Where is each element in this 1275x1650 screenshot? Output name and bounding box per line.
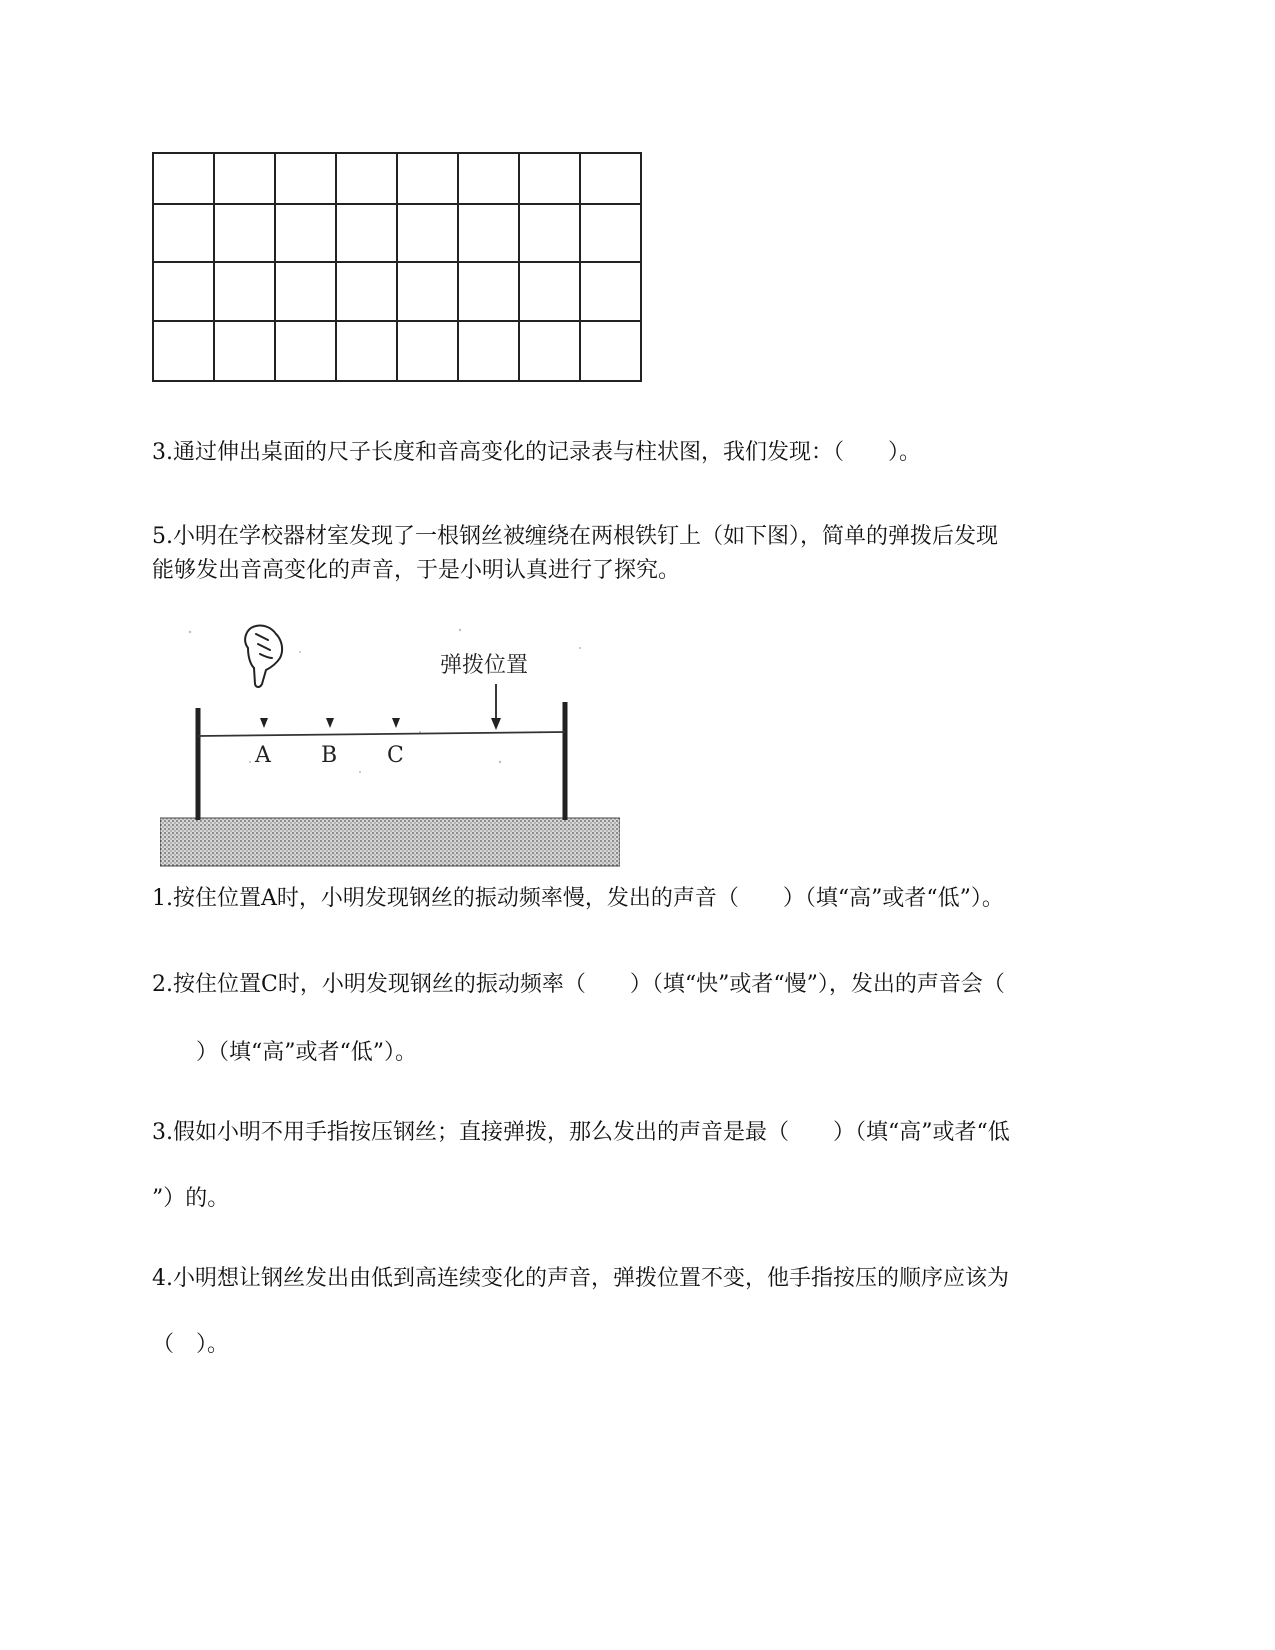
question-5-line-2: 能够发出音高变化的声音，于是小明认真进行了探究。 <box>152 558 681 583</box>
grid-cell[interactable] <box>275 321 336 381</box>
sub-question-1: 1.按住位置A时，小明发现钢丝的振动频率慢，发出的声音（ ）（填“高”或者“低”）。 <box>152 886 1004 911</box>
string-experiment-diagram <box>160 612 620 868</box>
question-5-intro <box>152 520 1127 588</box>
grid-cell[interactable] <box>153 204 214 262</box>
grid-cell[interactable] <box>336 262 397 321</box>
grid-cell[interactable] <box>336 321 397 381</box>
point-a-label: A <box>255 743 271 768</box>
grid-cell[interactable] <box>580 321 641 381</box>
grid-row <box>153 262 641 321</box>
sub-question-3-line-1: 3.假如小明不用手指按压钢丝；直接弹拨，那么发出的声音是最（ ）（填“高”或者“低 <box>152 1120 1010 1145</box>
pluck-arrow-head <box>491 718 501 730</box>
sub-question-3-line-2: ”）的。 <box>152 1186 230 1211</box>
grid-cell[interactable] <box>458 262 519 321</box>
grid-cell[interactable] <box>580 262 641 321</box>
grid-cell[interactable] <box>458 204 519 262</box>
grid-cell[interactable] <box>275 153 336 204</box>
grid-cell[interactable] <box>275 204 336 262</box>
string-experiment-figure <box>160 612 620 868</box>
record-grid <box>152 152 642 382</box>
grid-cell[interactable] <box>153 321 214 381</box>
pluck-position-label: 弹拨位置 <box>440 653 529 678</box>
grid-cell[interactable] <box>580 204 641 262</box>
marker-c <box>392 718 400 728</box>
grid-cell[interactable] <box>275 262 336 321</box>
grid-cell[interactable] <box>458 153 519 204</box>
grid-row <box>153 321 641 381</box>
grid-cell[interactable] <box>336 153 397 204</box>
marker-b <box>326 718 334 728</box>
grid-cell[interactable] <box>580 153 641 204</box>
grid-cell[interactable] <box>397 321 458 381</box>
grid-cell[interactable] <box>214 321 275 381</box>
grid-cell[interactable] <box>153 262 214 321</box>
grid-cell[interactable] <box>519 321 580 381</box>
grid-cell[interactable] <box>214 204 275 262</box>
grid-cell[interactable] <box>397 204 458 262</box>
grid-cell[interactable] <box>519 153 580 204</box>
grid-cell[interactable] <box>397 262 458 321</box>
grid-cell[interactable] <box>397 153 458 204</box>
question-3: 3.通过伸出桌面的尺子长度和音高变化的记录表与柱状图，我们发现：（ ）。 <box>152 440 921 465</box>
point-c-label: C <box>387 743 404 768</box>
grid-cell[interactable] <box>519 262 580 321</box>
pointing-hand-icon <box>245 625 282 687</box>
question-5-line-1: 5.小明在学校器材室发现了一根钢丝被缠绕在两根铁钉上（如下图），简单的弹拨后发现 <box>152 524 998 549</box>
sub-question-2-line-1: 2.按住位置C时，小明发现钢丝的振动频率（ ）（填“快”或者“慢”），发出的声音会（ <box>152 972 1005 997</box>
grid-cell[interactable] <box>214 262 275 321</box>
grid-cell[interactable] <box>214 153 275 204</box>
sub-question-4-line-2: （ ）。 <box>152 1332 230 1357</box>
grid-cell[interactable] <box>336 204 397 262</box>
grid-row <box>153 153 641 204</box>
grid-cell[interactable] <box>519 204 580 262</box>
marker-a <box>260 718 268 728</box>
sub-question-4-line-1: 4.小明想让钢丝发出由低到高连续变化的声音，弹拨位置不变，他手指按压的顺序应该为 <box>152 1266 1009 1291</box>
grid-cell[interactable] <box>458 321 519 381</box>
steel-wire <box>198 732 565 736</box>
grid-row <box>153 204 641 262</box>
sub-question-2-line-2: ）（填“高”或者“低”）。 <box>152 1040 417 1065</box>
grid-cell[interactable] <box>153 153 214 204</box>
point-b-label: B <box>321 743 338 768</box>
ground-block <box>160 818 620 866</box>
